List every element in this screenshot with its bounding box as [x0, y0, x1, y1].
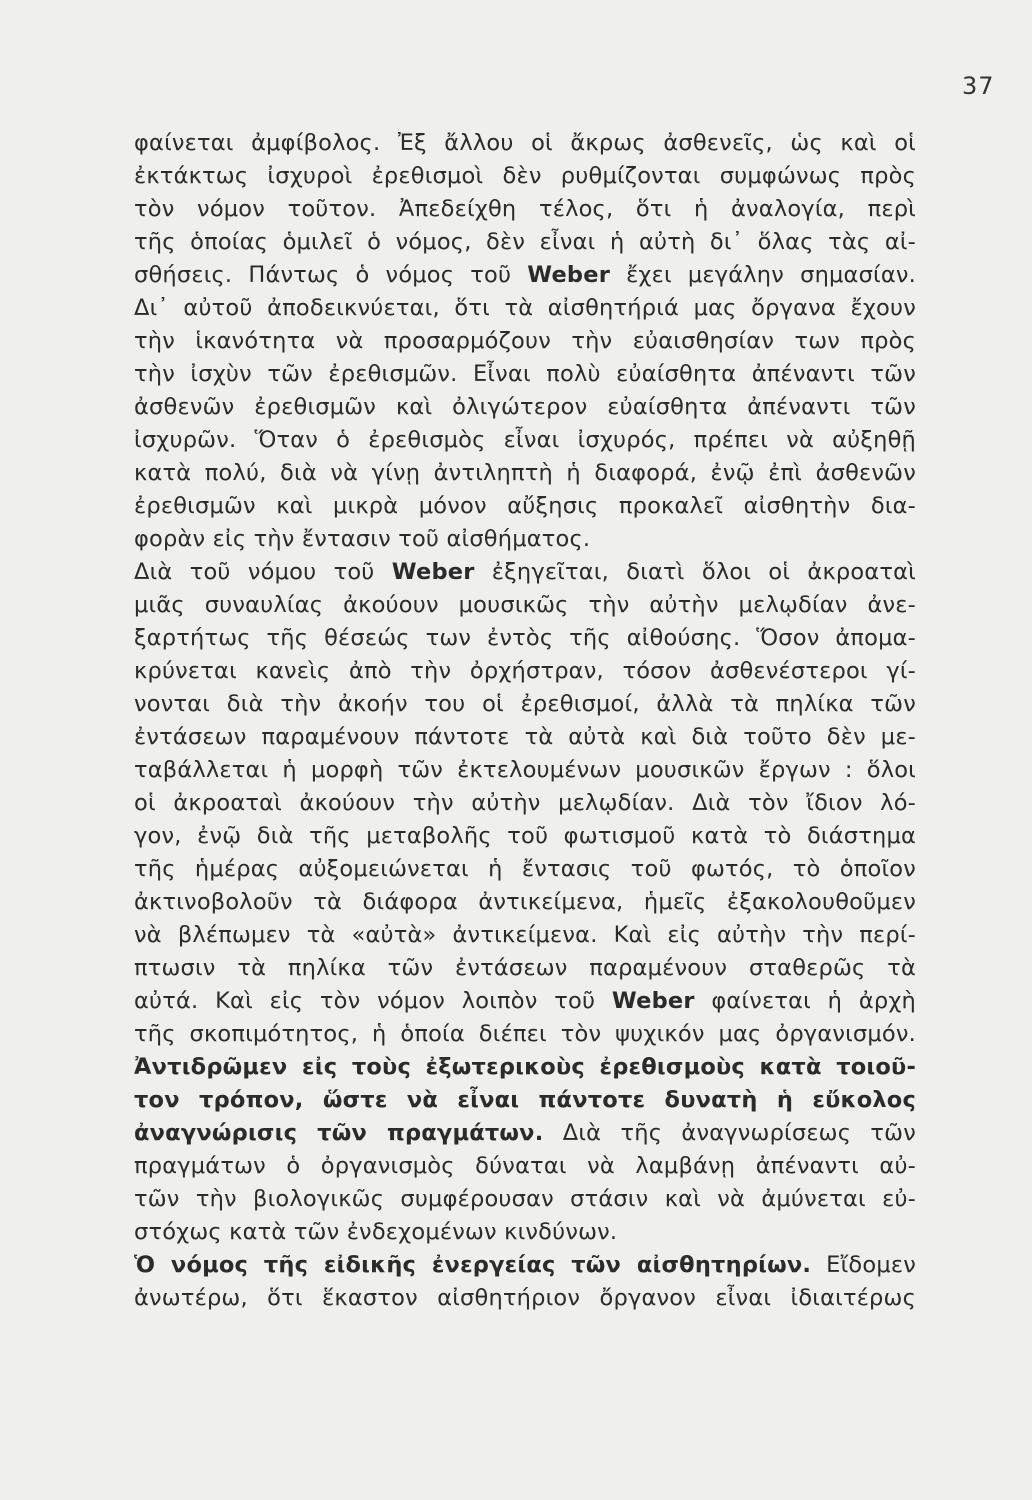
line-text: σθήσεις. Πάντως ὁ νόμος τοῦ [134, 262, 528, 288]
text-line [134, 919, 916, 952]
line-text: στόχως κατὰ τῶν ἐνδεχομένων κινδύνων. [134, 1219, 618, 1245]
line-text: κατὰ πολύ, διὰ νὰ γίνῃ ἀντιληπτὴ ἡ διαφορά, ἐνῷ ἐπὶ ἀσθενῶν [134, 460, 916, 486]
line-text: τῆς ἡμέρας αὐξομειώνεται ἡ ἔντασις τοῦ φωτός, τὸ ὁποῖον [134, 856, 916, 882]
text-line [134, 952, 916, 985]
line-text: οἱ ἀκροαταὶ ἀκούουν τὴν αὐτὴν μελῳδίαν. Διὰ τὸν ἴδιον λό- [134, 790, 916, 816]
text-line [134, 1018, 916, 1051]
line-text: φορὰν εἰς τὴν ἔντασιν τοῦ αἰσθήματος. [134, 526, 591, 552]
text-line [134, 622, 916, 655]
text-line [134, 1249, 916, 1282]
line-text: ἀσθενῶν ἐρεθισμῶν καὶ ὀλιγώτερον εὐαίσθητα ἀπέναντι τῶν [134, 394, 916, 420]
line-text: ἐξηγεῖται, διατὶ ὅλοι οἱ ἀκροαταὶ [474, 559, 916, 585]
text-line [134, 391, 916, 424]
line-text: ἀνωτέρω, ὅτι ἕκαστον αἰσθητήριον ὄργανον εἶναι ἰδιαιτέρως [134, 1285, 916, 1311]
bold-text: Ὁ νόμος τῆς εἰδικῆς ἐνεργείας τῶν αἰσθητηρίων. [134, 1252, 812, 1278]
bold-text: Weber [611, 988, 695, 1014]
line-text: ἀκτινοβολοῦν τὰ διάφορα ἀντικείμενα, ἡμεῖς ἐξακολουθοῦμεν [134, 889, 916, 915]
text-line [134, 424, 916, 457]
text-line [134, 1216, 916, 1249]
bold-text: Ἀντιδρῶμεν εἰς τοὺς ἐξωτερικοὺς ἐρεθισμοὺς κατὰ τοιοῦ- [134, 1054, 916, 1080]
text-line [134, 985, 916, 1018]
text-line [134, 1117, 916, 1150]
line-text: φαίνεται ἡ ἀρχὴ [694, 988, 917, 1014]
line-text: ἐκτάκτως ἰσχυροὶ ἐρεθισμοὶ δὲν ρυθμίζονται συμφώνως πρὸς [134, 163, 916, 189]
line-text: Δι᾽ αὐτοῦ ἀποδεικνύεται, ὅτι τὰ αἰσθητήριά μας ὄργανα ἔχουν [134, 295, 916, 321]
line-text: τῆς ὁποίας ὁμιλεῖ ὁ νόμος, δὲν εἶναι ἡ αὐτὴ δι᾽ ὅλας τὰς αἰ- [134, 229, 916, 255]
text-line [134, 1084, 916, 1117]
text-line [134, 589, 916, 622]
line-text: πτωσιν τὰ πηλίκα τῶν ἐντάσεων παραμένουν σταθερῶς τὰ [134, 955, 916, 981]
text-line [134, 556, 916, 589]
line-text: ἔχει μεγάλην σημασίαν. [610, 262, 916, 288]
text-line [134, 1051, 916, 1084]
text-line [134, 127, 916, 160]
line-text: νὰ βλέπωμεν τὰ «αὐτὰ» ἀντικείμενα. Καὶ εἰς αὐτὴν τὴν περί- [134, 922, 916, 948]
line-text: ἰσχυρῶν. Ὅταν ὁ ἐρεθισμὸς εἶναι ἰσχυρός, πρέπει νὰ αὐξηθῇ [134, 427, 916, 453]
text-line [134, 754, 916, 787]
line-text: τὴν ἱκανότητα νὰ προσαρμόζουν τὴν εὐαισθησίαν των πρὸς [134, 328, 916, 354]
text-line [134, 820, 916, 853]
line-text: ξαρτήτως τῆς θέσεώς των ἐντὸς τῆς αἰθούσης. Ὅσον ἀπομα- [134, 625, 916, 651]
text-line [134, 490, 916, 523]
page-number: 37 [962, 72, 995, 100]
line-text: κρύνεται κανεὶς ἀπὸ τὴν ὀρχήστραν, τόσον ἀσθενέστεροι γί- [134, 658, 916, 684]
text-line [134, 688, 916, 721]
line-text: νονται διὰ τὴν ἀκοήν του οἱ ἐρεθισμοί, ἀλλὰ τὰ πηλίκα τῶν [134, 691, 916, 717]
text-line [134, 358, 916, 391]
line-text: τῆς σκοπιμότητος, ἡ ὁποία διέπει τὸν ψυχικόν μας ὀργανισμόν. [134, 1021, 916, 1047]
line-text: τὴν ἰσχὺν τῶν ἐρεθισμῶν. Εἶναι πολὺ εὐαίσθητα ἀπέναντι τῶν [134, 361, 916, 387]
text-line [134, 160, 916, 193]
text-line [134, 193, 916, 226]
line-text: Διὰ τοῦ νόμου τοῦ [134, 559, 392, 585]
line-text: Διὰ τῆς ἀναγνωρίσεως τῶν [543, 1120, 916, 1146]
line-text: Εἴδομεν [811, 1252, 916, 1278]
text-line [134, 226, 916, 259]
text-line [134, 853, 916, 886]
text-line [134, 1183, 916, 1216]
text-line [134, 292, 916, 325]
line-text: μιᾶς συναυλίας ἀκούουν μουσικῶς τὴν αὐτὴν μελῳδίαν ἀνε- [134, 592, 916, 618]
line-text: φαίνεται ἀμφίβολος. Ἐξ ἄλλου οἱ ἄκρως ἀσθενεῖς, ὡς καὶ οἱ [134, 130, 916, 156]
bold-text: τον τρόπον, ὥστε νὰ εἶναι πάντοτε δυνατὴ ἡ εὔκολος [134, 1087, 916, 1113]
text-line [134, 787, 916, 820]
line-text: ταβάλλεται ἡ μορφὴ τῶν ἐκτελουμένων μουσικῶν ἔργων : ὅλοι [134, 757, 916, 783]
bold-text: Weber [527, 262, 610, 288]
text-line [134, 259, 916, 292]
text-line [134, 523, 916, 556]
text-line [134, 721, 916, 754]
line-text: αὐτά. Καὶ εἰς τὸν νόμον λοιπὸν τοῦ [134, 988, 612, 1014]
line-text: τὸν νόμον τοῦτον. Ἀπεδείχθη τέλος, ὅτι ἡ ἀναλογία, περὶ [134, 196, 916, 222]
line-text: ἐντάσεων παραμένουν πάντοτε τὰ αὐτὰ καὶ διὰ τοῦτο δὲν με- [134, 724, 916, 750]
line-text: ἐρεθισμῶν καὶ μικρὰ μόνον αὔξησις προκαλεῖ αἰσθητὴν δια- [134, 493, 916, 519]
text-line [134, 325, 916, 358]
bold-text: Weber [391, 559, 475, 585]
line-text: γον, ἐνῷ διὰ τῆς μεταβολῆς τοῦ φωτισμοῦ κατὰ τὸ διάστημα [134, 823, 916, 849]
text-line [134, 886, 916, 919]
bold-text: ἀναγνώρισις τῶν πραγμάτων. [134, 1120, 544, 1146]
text-line [134, 457, 916, 490]
line-text: τῶν τὴν βιολογικῶς συμφέρουσαν στάσιν καὶ νὰ ἀμύνεται εὐ- [134, 1186, 916, 1212]
text-line [134, 1150, 916, 1183]
text-line [134, 1282, 916, 1315]
line-text: πραγμάτων ὁ ὀργανισμὸς δύναται νὰ λαμβάνῃ ἀπέναντι αὐ- [134, 1153, 916, 1179]
body-text [134, 127, 916, 1315]
text-line [134, 655, 916, 688]
